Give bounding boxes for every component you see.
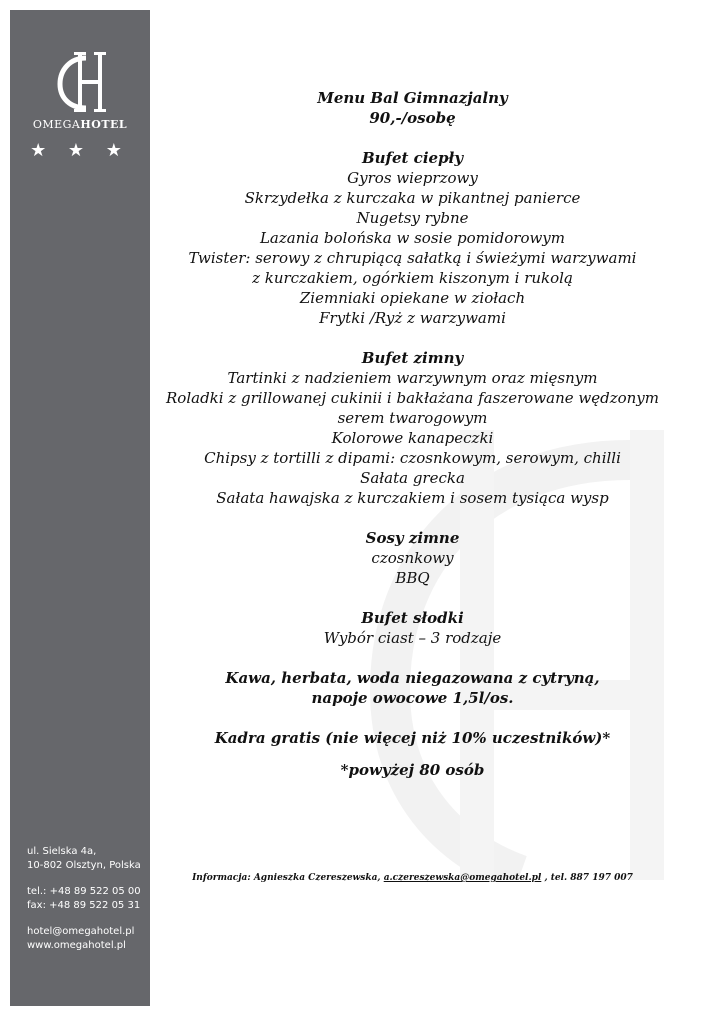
address-line1: ul. Sielska 4a, — [27, 846, 97, 857]
menu-price: 90,-/osobę — [369, 109, 456, 127]
menu-content — [160, 88, 665, 780]
list-item: Frytki /Ryż z warzywami — [319, 309, 506, 327]
footer-email-link[interactable]: a.czereszewska@omegahotel.pl — [383, 873, 542, 883]
section-heading-cold: Bufet zimny — [361, 349, 464, 367]
minimum-guests-note: *powyżej 80 osób — [340, 761, 485, 779]
list-item: Nugetsy rybne — [356, 209, 469, 227]
footer-prefix: Informacja: Agnieszka Czereszewska, — [192, 873, 384, 883]
contact-info-footer — [160, 873, 665, 883]
list-item: Chipsy z tortilli z dipami: czosnkowym, serowym, chilli — [204, 449, 621, 467]
footer-phone: , tel. 887 197 007 — [541, 873, 633, 883]
list-item: Roladki z grillowanej cukinii i bakłażana faszerowane wędzonym — [166, 389, 659, 407]
list-item: Gyros wieprzowy — [347, 169, 478, 187]
list-item: Skrzydełka z kurczaka w pikantnej panierce — [244, 189, 581, 207]
brand-hotel: HOTEL — [80, 118, 128, 131]
list-item: Ziemniaki opiekane w ziołach — [299, 289, 526, 307]
list-item: Tartinki z nadzieniem warzywnym oraz mięsnym — [227, 369, 598, 387]
drinks-line1: Kawa, herbata, woda niegazowana z cytryną, — [225, 669, 600, 687]
list-item: Sałata grecka — [360, 469, 465, 487]
list-item: Twister: serowy z chrupiącą sałatką i świeżymi warzywami — [188, 249, 637, 267]
hotel-website[interactable]: www.omegahotel.pl — [27, 940, 126, 951]
list-item: czosnkowy — [371, 549, 454, 567]
section-heading-warm: Bufet ciepły — [361, 149, 464, 167]
list-item: Wybór ciast – 3 rodzaje — [323, 629, 502, 647]
brand-name — [10, 118, 150, 131]
brand-omega: OMEGA — [32, 118, 81, 131]
phone: tel.: +48 89 522 05 00 — [27, 886, 141, 897]
staff-note: Kadra gratis (nie więcej niż 10% uczestników)* — [214, 729, 611, 747]
list-item: Lazania bolońska w sosie pomidorowym — [259, 229, 566, 247]
list-item: z kurczakiem, ogórkiem kiszonym i rukolą — [252, 269, 573, 287]
sidebar — [10, 10, 150, 1006]
hotel-logo-icon — [56, 50, 116, 114]
hotel-email[interactable]: hotel@omegahotel.pl — [27, 926, 135, 937]
section-heading-sauces: Sosy zimne — [365, 529, 460, 547]
rating-stars: ★ ★ ★ — [30, 140, 130, 161]
list-item: Kolorowe kanapeczki — [331, 429, 494, 447]
list-item: BBQ — [395, 569, 430, 587]
menu-title: Menu Bal Gimnazjalny — [317, 89, 508, 107]
section-heading-sweet: Bufet słodki — [361, 609, 464, 627]
address-line2: 10-802 Olsztyn, Polska — [27, 860, 141, 871]
list-item: Sałata hawajska z kurczakiem i sosem tysiąca wysp — [216, 489, 609, 507]
list-item: serem twarogowym — [337, 409, 488, 427]
contact-block — [27, 845, 152, 953]
fax: fax: +48 89 522 05 31 — [27, 900, 141, 911]
drinks-line2: napoje owocowe 1,5l/os. — [311, 689, 514, 707]
